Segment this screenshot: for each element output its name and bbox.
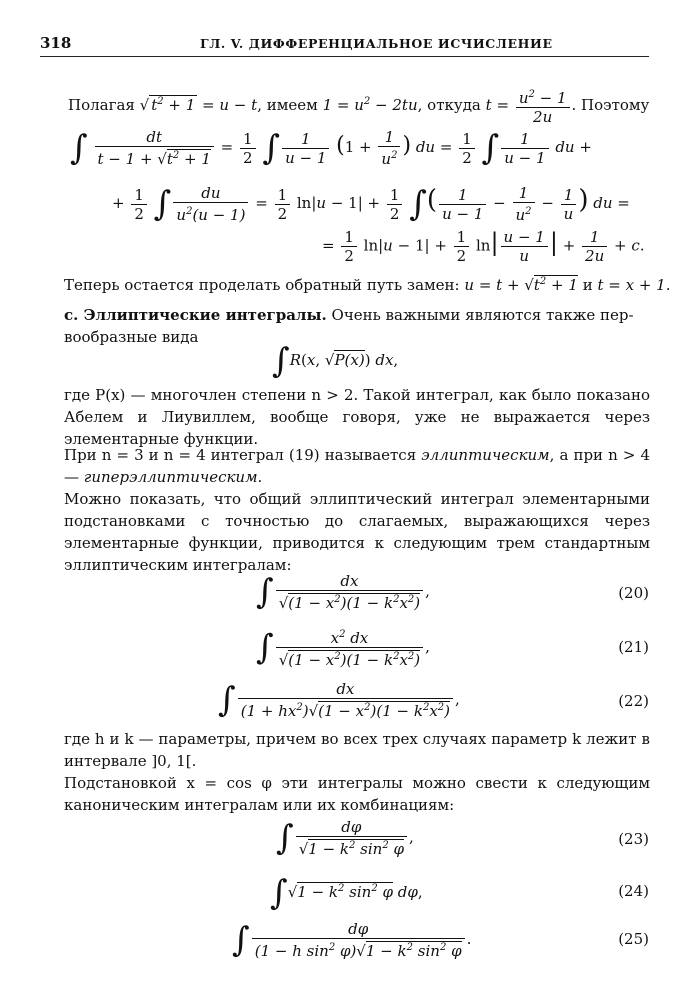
text-imeem: , имеем: [257, 96, 318, 114]
text-otkuda: , откуда: [417, 96, 481, 114]
text-polagaya: Полагая: [68, 96, 135, 114]
equation-21: ∫ $\frac{x^2 dx}{√(1 - x^2)(1 - k^2x^2)}$ ,: [256, 627, 430, 669]
equation-22: ∫ $\frac{dx}{(1 + hx^2)√(1 - x^2)(1 - k^2x^2)}$ ,: [218, 680, 460, 720]
section-text-2: вообразные вида: [64, 328, 199, 346]
reverse-and: и: [582, 276, 593, 294]
running-title: ГЛ. V. ДИФФЕРЕНЦИАЛЬНОЕ ИСЧИСЛЕНИЕ: [200, 36, 553, 51]
section-text-1: Очень важными являются также пер-: [331, 306, 634, 324]
fraction-t: $\frac{u^2 - 1}{2u}$: [516, 86, 570, 126]
equation-number-24: (24): [618, 882, 649, 900]
section-label: c. Эллиптические интегралы.: [64, 306, 327, 324]
para2-text-b: , а при n > 4 —: [64, 446, 650, 486]
equation-number-20: (20): [618, 584, 649, 602]
equation-block-line-2: + $\frac{1}{2}$ ∫ $\frac{du}{u^2(u - 1)}$ = $\frac{1}{2}$ ln|u − 1| + $\frac{1}{2}$ ∫( $\frac{1}{u - 1}$ − $\frac{1}{u^2}$ − $\frac{1}{u}$ ) du =: [112, 184, 630, 224]
reverse-substitution-line: Теперь остается проделать обратный путь замен: $u = t + √t^2 + 1$ и t = x + 1.: [64, 276, 671, 294]
text-poetomu: . Поэтому: [571, 96, 650, 114]
equation-23: ∫ $\frac{d\varphi}{√1 - k^2 \sin^2 \varphi}$ ,: [276, 818, 414, 858]
para2-text-a: При n = 3 и n = 4 интеграл (19) называется: [64, 446, 417, 464]
paragraph-abel: где P(x) — многочлен степени n > 2. Такой интеграл, как было показано Абелем и Лиувиллем, вообще говоря, уже не выражается через элементарные функции.: [64, 386, 650, 448]
equation-number-21: (21): [618, 638, 649, 656]
page-header: [40, 34, 649, 56]
equation-number-25: (25): [618, 930, 649, 948]
paragraph-substitution: Подстановкой x = cos φ эти интегралы можно свести к следующим каноническим интегралам или их комбинациям:: [64, 774, 650, 814]
equation-general-form: ∫R(x, √P(x)) dx,: [272, 341, 399, 381]
substitution-line: Полагая √ $t^2 + 1 = u - t$, имеем $1 = u^2 - 2tu$, откуда t = $\frac{u^2 - 1}{2u}$ . Поэтому: [68, 86, 649, 126]
equation-block-line-3: = $\frac{1}{2}$ ln|u − 1| + $\frac{1}{2}$ ln| $\frac{u - 1}{u}$ | + $\frac{1}{2u}$ + c.: [322, 228, 645, 265]
section-elliptic-intro: [64, 304, 650, 348]
term-hyperelliptic: гиперэллиптическим: [83, 468, 258, 486]
para2-text-c: .: [257, 468, 263, 486]
header-rule: [40, 56, 649, 57]
reverse-text: Теперь остается проделать обратный путь замен:: [64, 276, 460, 294]
equation-block-line-1: ∫ $\frac{dt}{t - 1 + √t^2 + 1}$ = $\frac{1}{2}$ ∫ $\frac{1}{u - 1}$ (1 + $\frac{1}{u^2}$ ) du = $\frac{1}{2}$ ∫ $\frac{1}{u - 1}$ du +: [70, 128, 592, 168]
equation-number-22: (22): [618, 692, 649, 710]
paragraph-reduction: Можно показать, что общий эллиптический интеграл элементарными подстановками с точностью до слагаемых, выражающихся через элементарные функции, приводится к следующим трем стандартным эллиптическим интегралам:: [64, 490, 650, 574]
paragraph-definition: [64, 444, 650, 488]
paragraph-parameters: где h и k — параметры, причем во всех трех случаях параметр k лежит в интервале ]0, 1[.: [64, 730, 650, 770]
equation-number-23: (23): [618, 830, 649, 848]
equation-20: ∫ $\frac{dx}{√(1 - x^2)(1 - k^2x^2)}$ ,: [256, 572, 430, 612]
term-elliptic: эллиптическим: [421, 446, 550, 464]
sqrt-expr: √ $t^2 + 1$: [139, 96, 196, 114]
equation-25: ∫ $\frac{d\varphi}{(1 - h \sin^2 \varphi)√1 - k^2 \sin^2 \varphi}$ .: [232, 920, 472, 960]
page-number: 318: [40, 34, 72, 52]
equation-24: $\int√1 - k^2$ $\sin^2 \varphi$ dφ,: [270, 873, 423, 913]
